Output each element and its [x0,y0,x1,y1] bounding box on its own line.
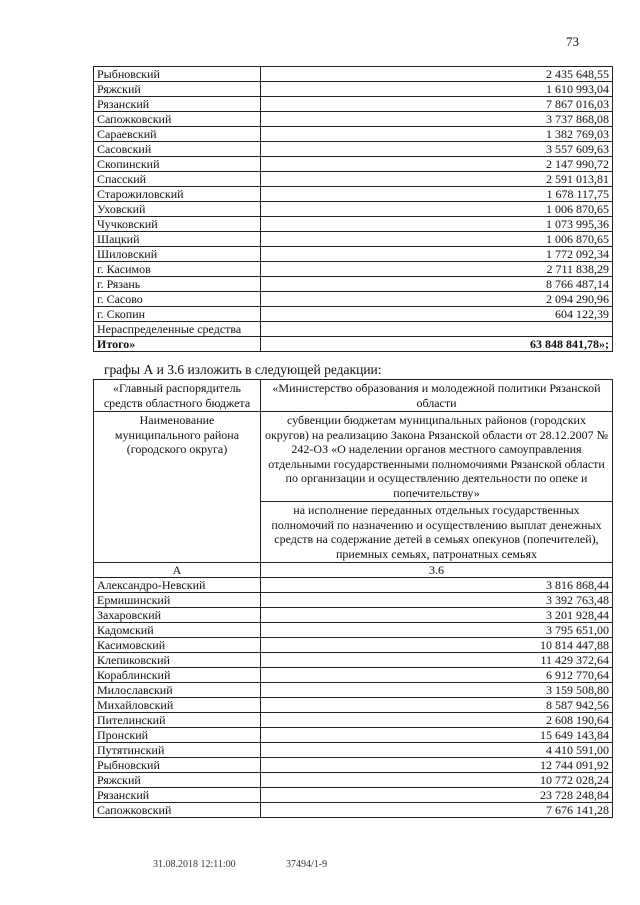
district-allocation-table [93,66,613,352]
table-row [94,67,613,82]
district-name-cell: Старожиловский [94,187,261,202]
table-row [94,788,613,803]
table-row [94,202,613,217]
table-row [94,578,613,593]
subvention-table [93,379,613,818]
table-row [94,172,613,187]
district-name-cell: Александро-Невский [94,578,261,593]
table-row [94,668,613,683]
total-label: Итого» [94,337,261,352]
amount-cell: 12 744 091,92 [261,758,613,773]
district-name-cell: Путятинский [94,743,261,758]
district-name-cell: Шацкий [94,232,261,247]
amount-cell: 1 610 993,04 [261,82,613,97]
amount-cell: 8 766 487,14 [261,277,613,292]
district-name-cell: Спасский [94,172,261,187]
column-index-row [94,563,613,578]
total-value: 63 848 841,78»; [261,337,613,352]
table-row [94,187,613,202]
table-row [94,698,613,713]
amount-cell: 2 094 290,96 [261,292,613,307]
header-row-admin [94,380,613,412]
district-name-cell: Ряжский [94,773,261,788]
table-row [94,157,613,172]
table-row [94,112,613,127]
table-row [94,247,613,262]
amount-cell: 3 737 868,08 [261,112,613,127]
district-name-cell: Чучковский [94,217,261,232]
table-row [94,322,613,337]
amount-cell: 10 814 447,88 [261,638,613,653]
amount-cell: 2 591 013,81 [261,172,613,187]
amount-cell: 2 147 990,72 [261,157,613,172]
table-row [94,593,613,608]
table-row [94,623,613,638]
amount-cell: 2 608 190,64 [261,713,613,728]
district-name-cell: Сапожковский [94,803,261,818]
table-row [94,292,613,307]
amount-cell: 1 073 995,36 [261,217,613,232]
amount-cell [261,322,613,337]
page-number: 73 [566,34,579,49]
table-row [94,608,613,623]
district-name-cell: Рязанский [94,788,261,803]
header-subvention: субвенции бюджетам муниципальных районов (городских округов) на реализацию Закона Рязанской области от 28.12.2007 № 242-ОЗ «О наделении органов местного самоуправления отдельными государственными полномочиями Рязанской области по организации и осуществлению деятельности по опеке и попечительству» [261,412,613,502]
district-name-cell: Скопинский [94,157,261,172]
amount-cell: 10 772 028,24 [261,773,613,788]
table-row [94,743,613,758]
table-row [94,713,613,728]
header-row-subvention [94,412,613,502]
district-name-cell: Уховский [94,202,261,217]
district-name-cell: Касимовский [94,638,261,653]
total-row [94,337,613,352]
district-name-cell: Рязанский [94,97,261,112]
district-name-cell: Сасовский [94,142,261,157]
amount-cell: 4 410 591,00 [261,743,613,758]
table-row [94,758,613,773]
amount-cell: 604 122,39 [261,307,613,322]
district-name-cell: Кадомский [94,623,261,638]
edit-instruction: графы А и 3.6 изложить в следующей редакции: [104,362,382,377]
amount-cell: 3 392 763,48 [261,593,613,608]
amount-cell: 2 435 648,55 [261,67,613,82]
district-name-cell: Михайловский [94,698,261,713]
column-index-a: А [94,563,261,578]
amount-cell: 7 676 141,28 [261,803,613,818]
amount-cell: 1 772 092,34 [261,247,613,262]
table-row [94,142,613,157]
district-name-cell: Нераспределенные средства [94,322,261,337]
district-name-cell: Кораблинский [94,668,261,683]
amount-cell: 8 587 942,56 [261,698,613,713]
amount-cell: 15 649 143,84 [261,728,613,743]
amount-cell: 3 816 868,44 [261,578,613,593]
district-name-cell: Рыбновский [94,758,261,773]
amount-cell: 1 678 117,75 [261,187,613,202]
amount-cell: 7 867 016,03 [261,97,613,112]
district-name-cell: Милославский [94,683,261,698]
table-row [94,683,613,698]
district-name-cell: г. Сасово [94,292,261,307]
header-district-label: Наименование муниципального района (городского округа) [94,412,261,563]
district-name-cell: г. Касимов [94,262,261,277]
district-name-cell: г. Рязань [94,277,261,292]
table-row [94,728,613,743]
table-row [94,803,613,818]
table-row [94,773,613,788]
amount-cell: 3 159 508,80 [261,683,613,698]
table-row [94,82,613,97]
amount-cell: 1 006 870,65 [261,232,613,247]
amount-cell: 1 006 870,65 [261,202,613,217]
footer-doc-id: 37494/1-9 [286,859,328,870]
table-row [94,232,613,247]
header-admin-label: «Главный распорядитель средств областного бюджета [94,380,261,412]
district-name-cell: Шиловский [94,247,261,262]
amount-cell: 3 795 651,00 [261,623,613,638]
amount-cell: 2 711 838,29 [261,262,613,277]
district-name-cell: г. Скопин [94,307,261,322]
district-name-cell: Сапожковский [94,112,261,127]
column-index-b: 3.6 [261,563,613,578]
amount-cell: 1 382 769,03 [261,127,613,142]
amount-cell: 6 912 770,64 [261,668,613,683]
amount-cell: 23 728 248,84 [261,788,613,803]
district-name-cell: Сараевский [94,127,261,142]
table-row [94,277,613,292]
district-name-cell: Рыбновский [94,67,261,82]
district-name-cell: Ермишинский [94,593,261,608]
table-row [94,217,613,232]
header-purpose: на исполнение переданных отдельных государственных полномочий по назначению и осуществлению выплат денежных средств на содержание детей в семьях опекунов (попечителей), приемных семьях, патронатных семьях [261,502,613,563]
amount-cell: 3 201 928,44 [261,608,613,623]
footer-timestamp: 31.08.2018 12:11:00 [153,859,236,870]
district-name-cell: Ряжский [94,82,261,97]
district-name-cell: Пронский [94,728,261,743]
table-row [94,97,613,112]
table-row [94,262,613,277]
table-row [94,653,613,668]
amount-cell: 3 557 609,63 [261,142,613,157]
table-row [94,127,613,142]
table-row [94,638,613,653]
district-name-cell: Захаровский [94,608,261,623]
amount-cell: 11 429 372,64 [261,653,613,668]
district-name-cell: Клепиковский [94,653,261,668]
header-admin-value: «Министерство образования и молодежной политики Рязанской области [261,380,613,412]
district-name-cell: Пителинский [94,713,261,728]
table-row [94,307,613,322]
